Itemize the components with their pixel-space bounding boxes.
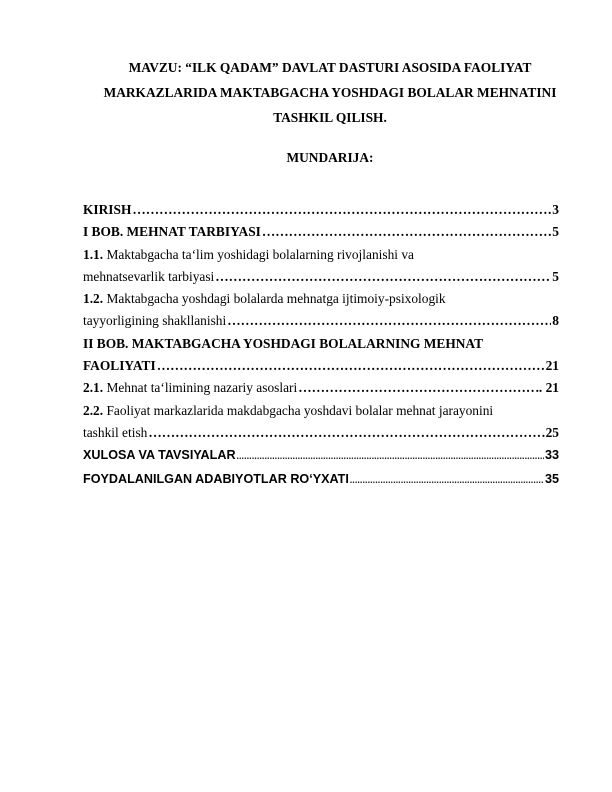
toc-page-number: 3 (552, 202, 559, 217)
section-number: 2.1. (83, 380, 104, 396)
dot-leader (227, 310, 551, 332)
toc-entry-chapter-1[interactable] (83, 221, 559, 243)
toc-entry-introduction[interactable] (83, 199, 559, 221)
toc-label: FOYDALANILGAN ADABIYOTLAR RO‘YXATI (83, 471, 349, 486)
dot-leader (298, 377, 534, 399)
toc-entry-chapter-2[interactable] (83, 333, 559, 378)
section-number: 1.2. (83, 291, 104, 307)
toc-entry-section-1-1[interactable] (83, 244, 559, 289)
toc-label-line-1: II BOB. MAKTABGACHA YOSHDAGI BOLALARNING MEHNAT (83, 335, 484, 351)
toc-page-number: 25 (545, 424, 559, 440)
toc-page-number: .. 21 (535, 380, 559, 396)
dot-leader (148, 422, 544, 444)
toc-page-number: 33 (544, 448, 559, 463)
dot-leader (157, 355, 545, 377)
dot-leader (262, 221, 551, 243)
toc-entry-conclusion[interactable] (83, 444, 559, 467)
toc-entry-section-1-2[interactable] (83, 288, 559, 333)
dot-leader (237, 445, 544, 467)
toc-label: XULOSA VA TAVSIYALAR (83, 448, 236, 463)
toc-label-line-1: Faoliyat markazlarida makdabgacha yoshdavi bolalar mehnat jarayonini (103, 402, 494, 418)
toc-label-line-2: tayyorligining shakllanishi (83, 313, 227, 329)
contents-heading: MUNDARIJA: (286, 150, 374, 165)
toc-entry-references[interactable] (83, 468, 559, 491)
toc-label: KIRISH (83, 202, 132, 217)
toc-page-number: 5 (552, 268, 559, 284)
toc-label-line-1: Maktabgacha yoshdagi bolalarda mehnatga ijtimoiy-psixologik (103, 291, 446, 307)
toc-label-line-2: mehnatsevarlik tarbiyasi (83, 268, 215, 284)
toc-entry-section-2-2[interactable] (83, 400, 559, 445)
dot-leader (132, 199, 551, 221)
toc-entry-section-2-1[interactable] (83, 377, 559, 399)
toc-label: Mehnat ta‘limining nazariy asoslari (103, 380, 298, 396)
toc-page-number: 21 (545, 358, 559, 374)
toc-label-line-2: tashkil etish (83, 424, 148, 440)
toc-page-number: 35 (544, 471, 559, 486)
section-number: 2.2. (83, 402, 104, 418)
title-line-3: TASHKIL QILISH. (273, 110, 387, 125)
title-line-1: MAVZU: “ILK QADAM” DAVLAT DASTURI ASOSIDA FAOLIYAT (128, 60, 532, 75)
toc-label-line-1: Maktabgacha ta‘lim yoshidagi bolalarning rivojlanishi va (103, 246, 414, 262)
toc-page-number: 5 (552, 224, 559, 240)
dot-leader (350, 469, 544, 491)
section-number: 1.1. (83, 246, 104, 262)
toc-label-line-2: FAOLIYATI (83, 358, 156, 374)
title-line-2: MARKAZLARIDA MAKTABGACHA YOSHDAGI BOLALAR MEHNATINI (103, 85, 557, 100)
table-of-contents (83, 199, 559, 491)
toc-page-number: 8 (552, 313, 559, 329)
dot-leader (215, 266, 551, 288)
toc-label: I BOB. MEHNAT TARBIYASI (83, 224, 261, 240)
document-title (80, 55, 580, 130)
